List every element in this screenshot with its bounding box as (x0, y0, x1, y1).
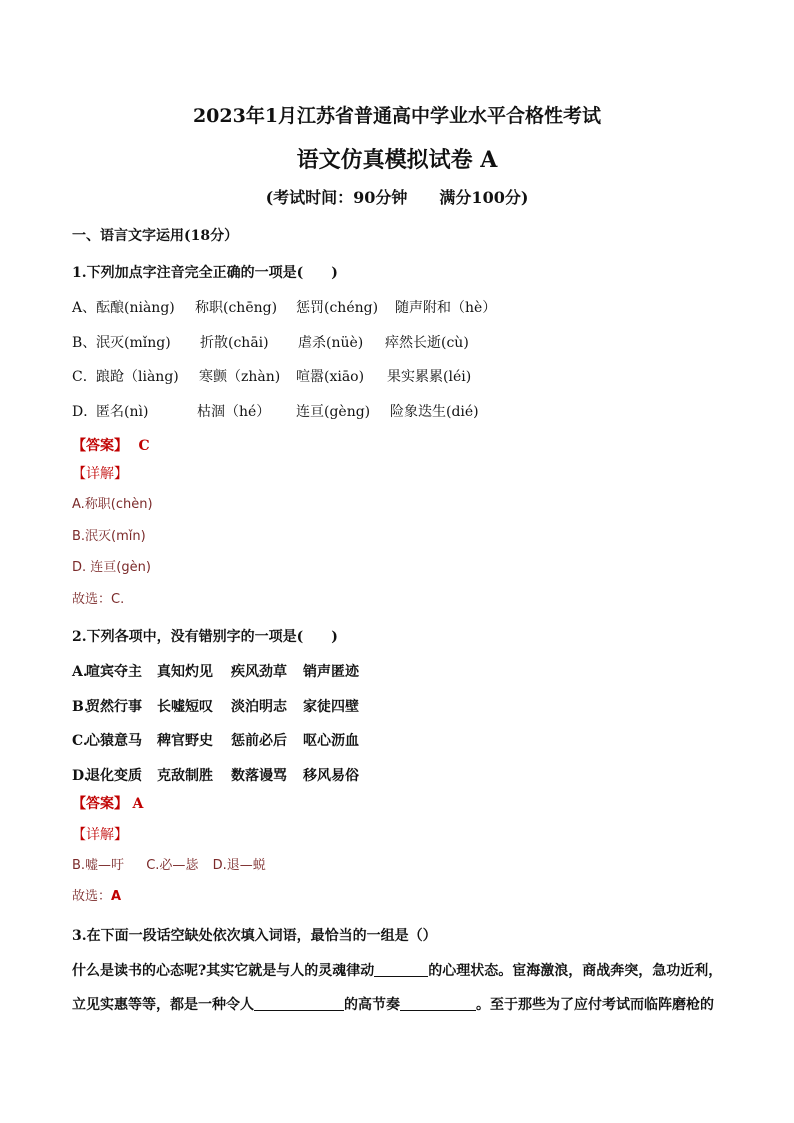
q1-option-c (72, 368, 592, 386)
fill-blank-2 (254, 996, 344, 1011)
q3-paragraph-line-1 (72, 962, 722, 980)
option-item: 喧宾夺主 (86, 664, 142, 680)
q1-detail-line: D. 连亘(gèn) (72, 560, 151, 575)
option-item: 淡泊明志 (231, 699, 287, 715)
conclusion-prefix: 故选： (72, 889, 112, 904)
q2-stem: 2.下列各项中，没有错别字的一项是( ) (72, 629, 338, 645)
option-item: 喧嚣(xiāo) (296, 369, 365, 385)
q1-stem: 1.下列加点字注音完全正确的一项是( ) (72, 265, 338, 281)
q2-option-d (72, 767, 392, 785)
option-item: 贸然行事 (86, 699, 142, 715)
q1-option-b (72, 334, 592, 352)
option-label: C． (72, 369, 97, 385)
option-label: D． (72, 404, 98, 420)
q2-option-b (72, 698, 392, 716)
option-item: 虐杀(nüè) (298, 335, 364, 351)
q1-option-a (72, 299, 592, 317)
option-item: 酝酿(niàng) (96, 300, 175, 316)
q1-conclusion: 故选：C. (72, 592, 125, 607)
q1-option-d (72, 403, 592, 421)
option-item: 销声匿迹 (303, 664, 359, 680)
option-item: 心猿意马 (86, 733, 142, 749)
option-item: 移风易俗 (303, 768, 359, 784)
exam-title: 2023年1月江苏省普通高中学业水平合格性考试 (192, 105, 602, 127)
option-item: 数落谩骂 (231, 768, 287, 784)
exam-info: (考试时间：90分钟 满分100分) (265, 188, 529, 207)
answer-value: C (138, 438, 150, 454)
q2-option-c (72, 732, 392, 750)
option-item: 疾风劲草 (231, 664, 287, 680)
detail-item: C.必—毖 (146, 858, 199, 873)
option-item: 克敌制胜 (157, 768, 213, 784)
passage-text: 什么是读书的心态呢?其实它就是与人的灵魂律动 (72, 963, 375, 979)
passage-text: 的高节奏 (344, 997, 400, 1013)
option-label: A、 (72, 300, 97, 316)
option-item: 惩前必后 (231, 733, 287, 749)
option-item: 果实累累(léi) (387, 369, 472, 385)
q2-detail-label: 【详解】 (72, 827, 128, 843)
answer-label: 【答案】 (72, 438, 128, 454)
fill-blank-3 (400, 996, 476, 1011)
passage-text: 的心理状态。宦海激浪，商战奔突，急功近利， (428, 963, 723, 979)
option-label: D. (72, 768, 89, 784)
option-label: B、 (72, 335, 97, 351)
detail-item: D.退—蜕 (212, 858, 266, 873)
option-item: 枯涸（hé） (197, 404, 271, 420)
option-item: 称职(chēng) (195, 300, 278, 316)
option-item: 匿名(nì) (96, 404, 149, 420)
option-label: C. (72, 733, 88, 749)
exam-subtitle: 语文仿真模拟试卷 A (296, 147, 498, 173)
answer-value: A (132, 796, 144, 812)
option-item: 长嘘短叹 (157, 699, 213, 715)
option-item: 寒颤（zhàn) (199, 369, 281, 385)
fill-blank-1 (374, 962, 428, 977)
section-heading: 一、语言文字运用(18分） (72, 228, 239, 244)
option-item: 连亘(gèng) (296, 404, 371, 420)
option-item: 稗官野史 (157, 733, 213, 749)
option-item: 真知灼见 (157, 664, 213, 680)
q2-conclusion (72, 888, 121, 906)
option-item: 险象迭生(dié) (390, 404, 479, 420)
option-item: 呕心沥血 (303, 733, 359, 749)
option-label: A. (72, 664, 88, 680)
q3-stem: 3.在下面一段话空缺处依次填入词语，最恰当的一组是（） (72, 928, 437, 944)
option-item: 惩罚(chéng) (296, 300, 379, 316)
detail-item: B.嘘—吁 (72, 858, 125, 873)
passage-text: 立见实惠等等，都是一种令人 (72, 997, 254, 1013)
option-item: 折散(chāi) (200, 335, 269, 351)
option-item: 退化变质 (86, 768, 142, 784)
conclusion-value: A (111, 889, 122, 904)
q2-detail-line (72, 857, 266, 875)
passage-text: 。至于那些为了应付考试而临阵磨枪的 (476, 997, 714, 1013)
option-item: 瘁然长逝(cù) (385, 335, 469, 351)
answer-label: 【答案】 (72, 796, 128, 812)
q1-answer (72, 437, 150, 455)
q2-answer (72, 795, 143, 813)
q2-option-a (72, 663, 392, 681)
option-item: 泯灭(mǐng) (96, 335, 171, 351)
option-item: 踉跄（liàng) (96, 369, 179, 385)
q1-detail-label: 【详解】 (72, 466, 128, 482)
option-item: 家徒四壁 (303, 699, 359, 715)
q3-paragraph-line-2 (72, 996, 714, 1014)
q1-detail-line: B.泯灭(mǐn) (72, 529, 146, 544)
option-item: 随声附和（hè） (395, 300, 497, 316)
q1-detail-line: A.称职(chèn) (72, 497, 153, 512)
option-label: B. (72, 699, 89, 715)
